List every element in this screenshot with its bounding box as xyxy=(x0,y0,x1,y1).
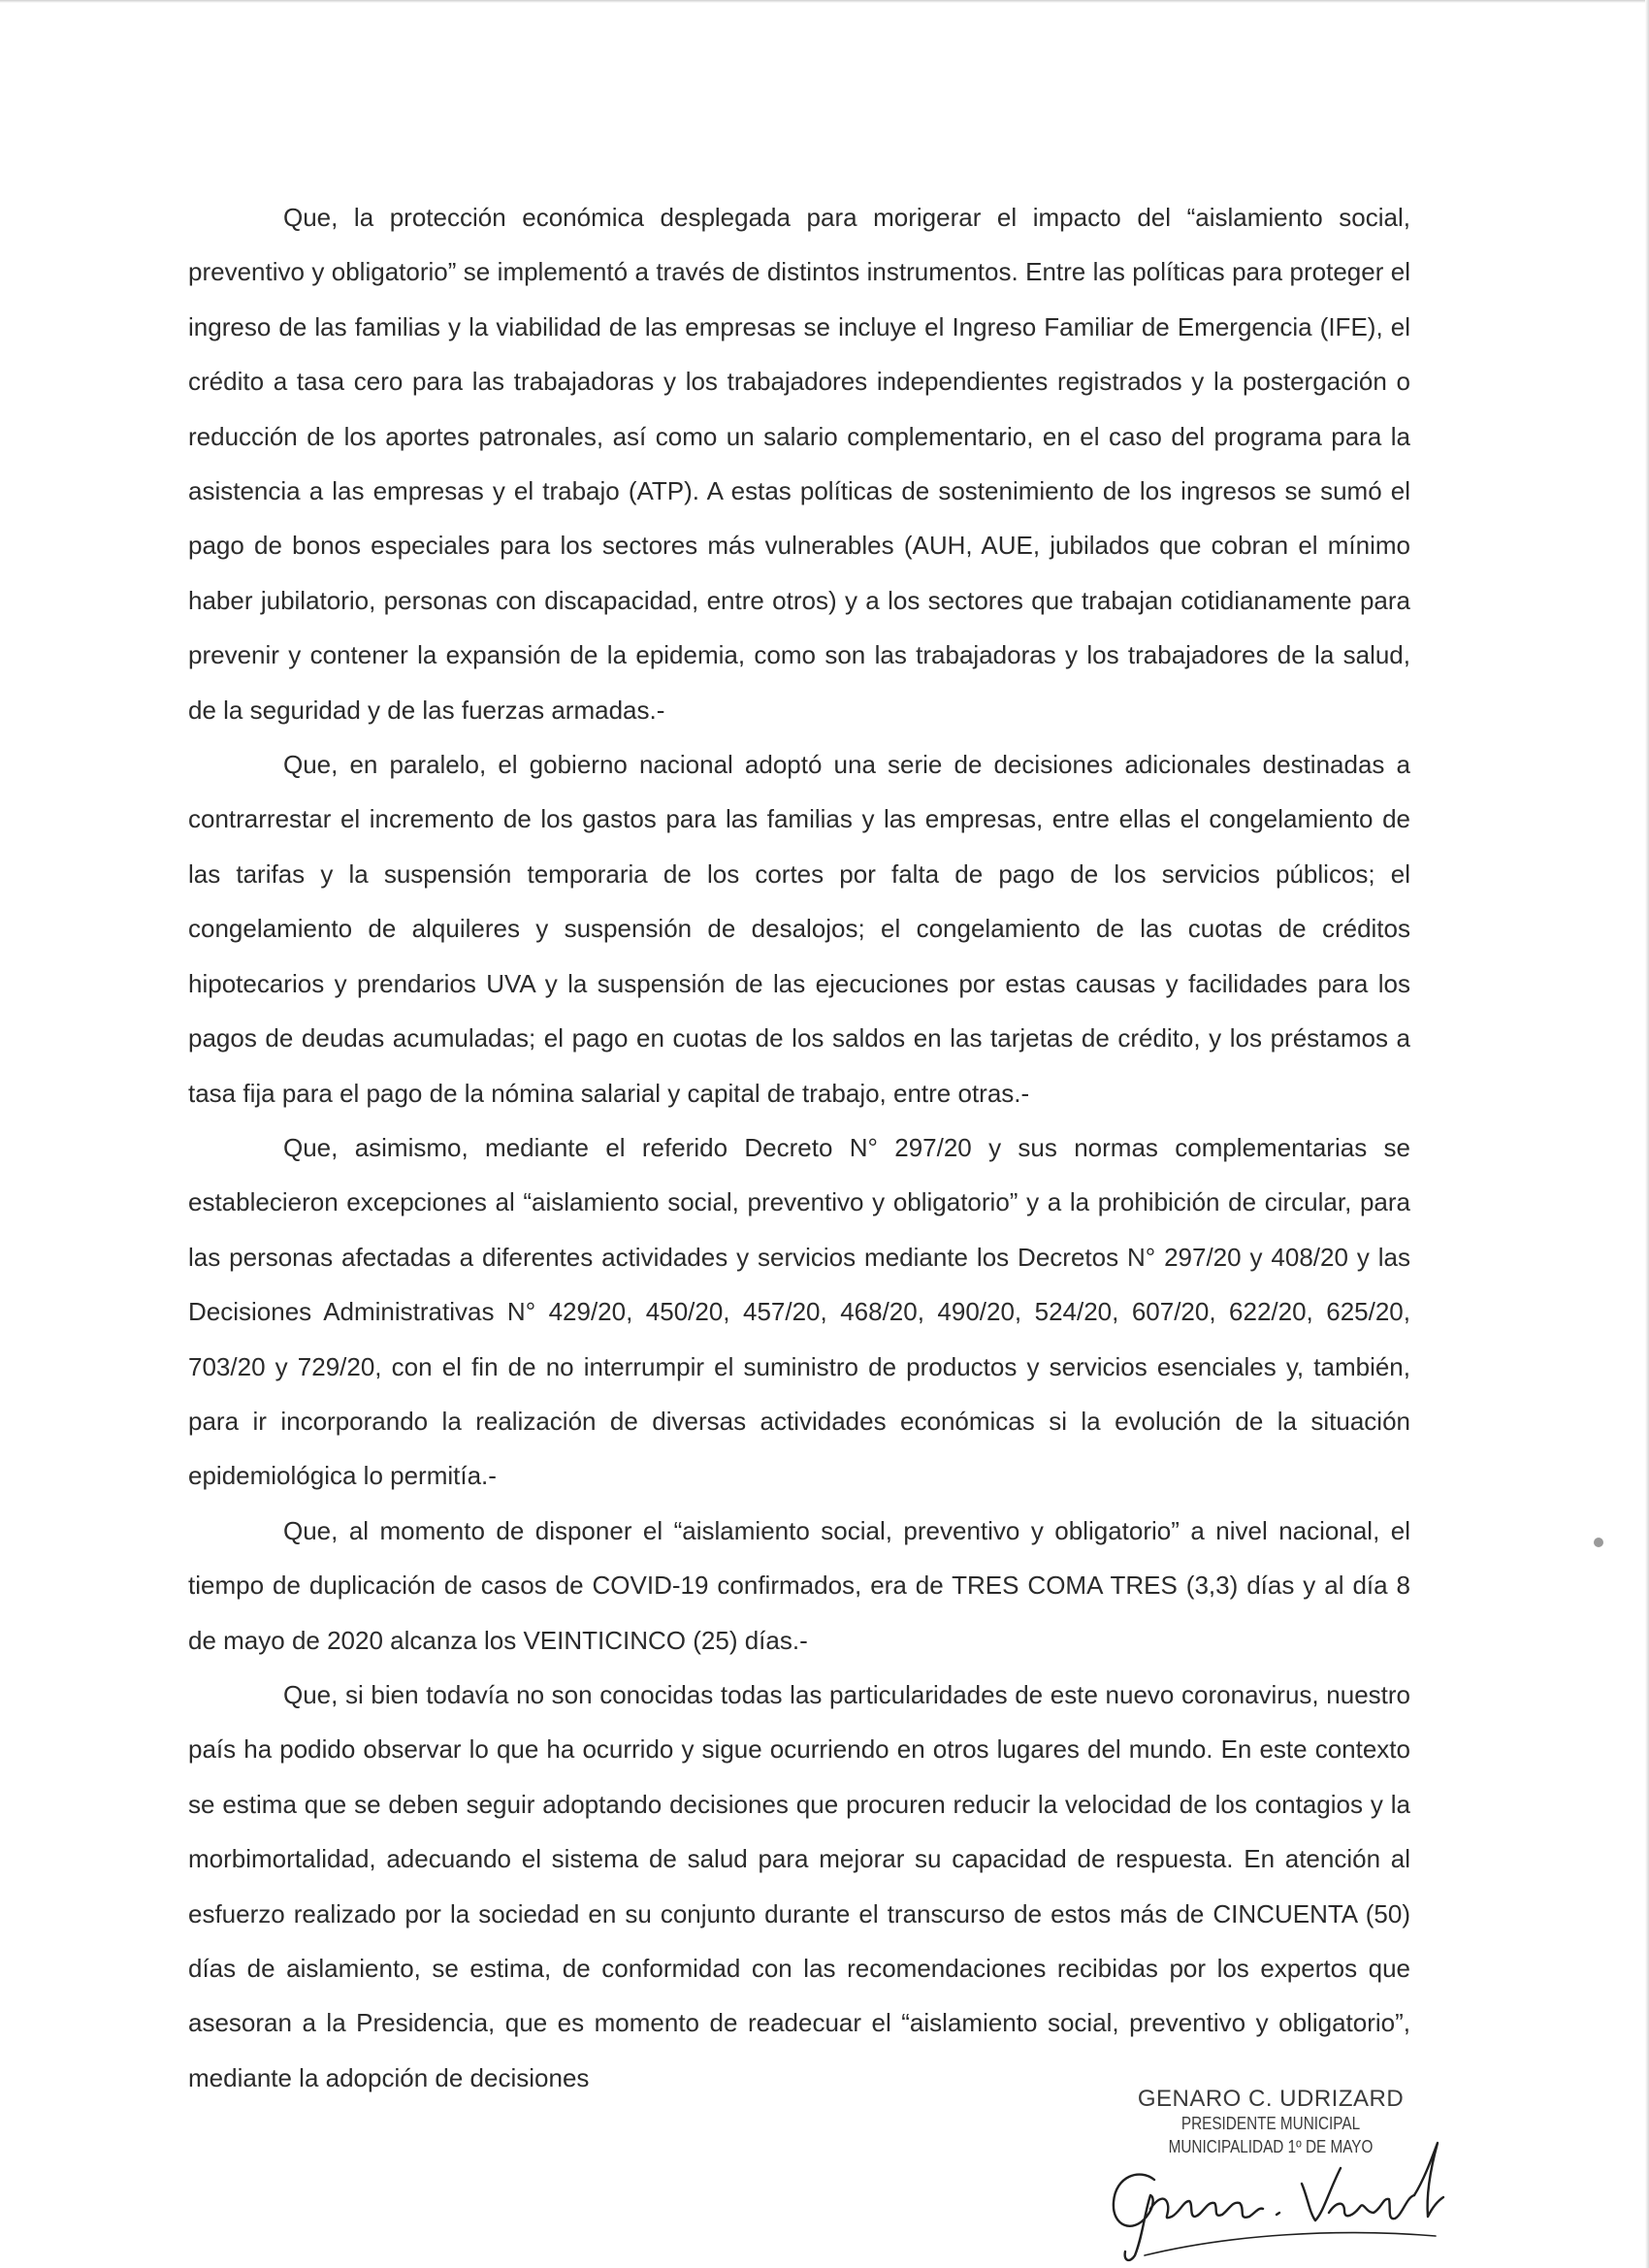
document-body xyxy=(188,190,1410,2105)
stamp-name: GENARO C. UDRIZARD xyxy=(1137,2086,1405,2112)
paragraph-excepciones-decretos: Que, asimismo, mediante el referido Decreto N° 297/20 y sus normas complementarias se establecieron excepciones al “aislamiento social, preventivo y obligatorio” y a la prohibición de circular, para las personas afectadas a diferentes actividades y servicios mediante los Decretos N° 297/20 y 408/20 y las Decisiones Administrativas N° 429/20, 450/20, 457/20, 468/20, 490/20, 524/20, 607/20, 622/20, 625/20, 703/20 y 729/20, con el fin de no interrumpir el suministro de productos y servicios esenciales y, también, para ir incorporando la realización de diversas actividades económicas si la evolución de la situación epidemiológica lo permitía.- xyxy=(188,1132,1410,1491)
stamp-organization: MUNICIPALIDAD 1º DE MAYO xyxy=(1168,2137,1374,2156)
paragraph-readecuar-aislamiento: Que, si bien todavía no son conocidas todas las particularidades de este nuevo coronavirus, nuestro país ha podido observar lo que ha ocurrido y sigue ocurriendo en otros lugares del mundo. En este contexto se estima que se deben seguir adoptando decisiones que procuren reducir la velocidad de los contagios y la morbimortalidad, adecuando el sistema de salud para mejorar su capacidad de respuesta. En atención al esfuerzo realizado por la sociedad en su conjunto durante el transcurso de estos más de CINCUENTA (50) días de aislamiento, se estima, de conformidad con las recomendaciones recibidas por los expertos que asesoran a la Presidencia, que es momento de readecuar el “aislamiento social, preventivo y obligatorio”, mediante la adopción de decisiones xyxy=(188,1679,1410,2092)
scan-speck xyxy=(1594,1538,1603,1547)
scan-right-edge xyxy=(1645,0,1649,2268)
stamp-role: PRESIDENTE MUNICIPAL xyxy=(1180,2114,1361,2133)
paragraph-tiempo-duplicacion: Que, al momento de disponer el “aislamiento social, preventivo y obligatorio” a nivel nacional, el tiempo de duplicación de casos de COVID-19 confirmados, era de TRES COMA TRES (3,3) días y al día 8 de mayo de 2020 alcanza los VEINTICINCO (25) días.- xyxy=(188,1515,1410,1655)
paragraph-decisiones-adicionales: Que, en paralelo, el gobierno nacional adoptó una serie de decisiones adicionales destinadas a contrarrestar el incremento de los gastos para las familias y las empresas, entre ellas el congelamiento de las tarifas y la suspensión temporaria de los cortes por falta de pago de los servicios públicos; el congelamiento de alquileres y suspensión de desalojos; el congelamiento de las cuotas de créditos hipotecarios y prendarios UVA y la suspensión de las ejecuciones por estas causas y facilidades para los pagos de deudas acumuladas; el pago en cuotas de los saldos en las tarjetas de crédito, y los préstamos a tasa fija para el pago de la nómina salarial y capital de trabajo, entre otras.- xyxy=(188,750,1410,1108)
scan-top-edge xyxy=(0,0,1649,3)
paragraph-proteccion-economica: Que, la protección económica desplegada para morigerar el impacto del “aislamiento social, preventivo y obligatorio” se implementó a través de distintos instrumentos. Entre las políticas para proteger el ingreso de las familias y la viabilidad de las empresas se incluye el Ingreso Familiar de Emergencia (IFE), el crédito a tasa cero para las trabajadoras y los trabajadores independientes registrados y la postergación o reducción de los aportes patronales, así como un salario complementario, en el caso del programa para la asistencia a las empresas y el trabajo (ATP). A estas políticas de sostenimiento de los ingresos se sumó el pago de bonos especiales para los sectores más vulnerables (AUH, AUE, jubilados que cobran el mínimo haber jubilatorio, personas con discapacidad, entre otros) y a los sectores que trabajan cotidianamente para prevenir y contener la expansión de la epidemia, como son las trabajadoras y los trabajadores de la salud, de la seguridad y de las fuerzas armadas.- xyxy=(188,203,1410,725)
handwritten-signature xyxy=(1086,2120,1474,2265)
